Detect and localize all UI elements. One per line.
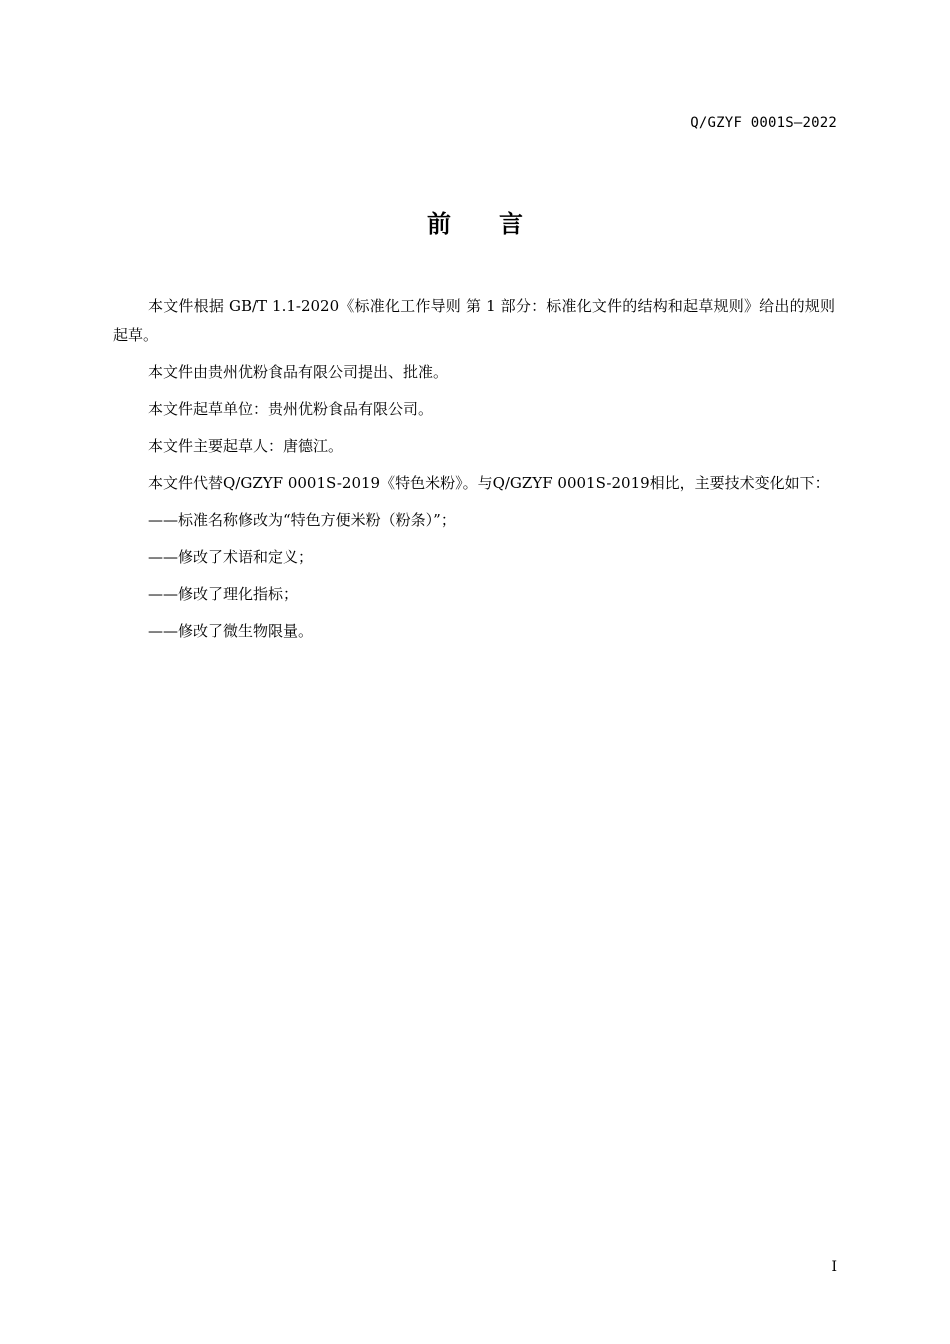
paragraph-drafting-unit: 本文件起草单位：贵州优粉食品有限公司。 (148, 400, 434, 418)
list-item-change: ——修改了术语和定义； (148, 548, 314, 566)
paragraph-replacement: 本文件代替Q/GZYF 0001S-2019《特色米粉》。与Q/GZYF 0001S-2019相比，主要技术变化如下： (148, 474, 830, 492)
page-number: I (831, 1259, 837, 1275)
paragraph-drafting-basis: 本文件根据 GB/T 1.1-2020《标准化工作导则 第 1 部分：标准化文件的结构和起草规则》给出的规则起草。 (113, 297, 835, 344)
list-item-change: ——标准名称修改为“特色方便米粉（粉条）”； (148, 511, 456, 529)
list-item-change: ——修改了理化指标； (148, 585, 299, 603)
paragraph-proposer: 本文件由贵州优粉食品有限公司提出、批准。 (148, 363, 449, 381)
paragraph-drafters: 本文件主要起草人：唐德江。 (148, 437, 344, 455)
document-body (113, 292, 835, 654)
document-code: Q/GZYF 0001S—2022 (690, 115, 837, 131)
list-item-change: ——修改了微生物限量。 (148, 622, 314, 640)
page-title: 前言 (427, 210, 571, 238)
